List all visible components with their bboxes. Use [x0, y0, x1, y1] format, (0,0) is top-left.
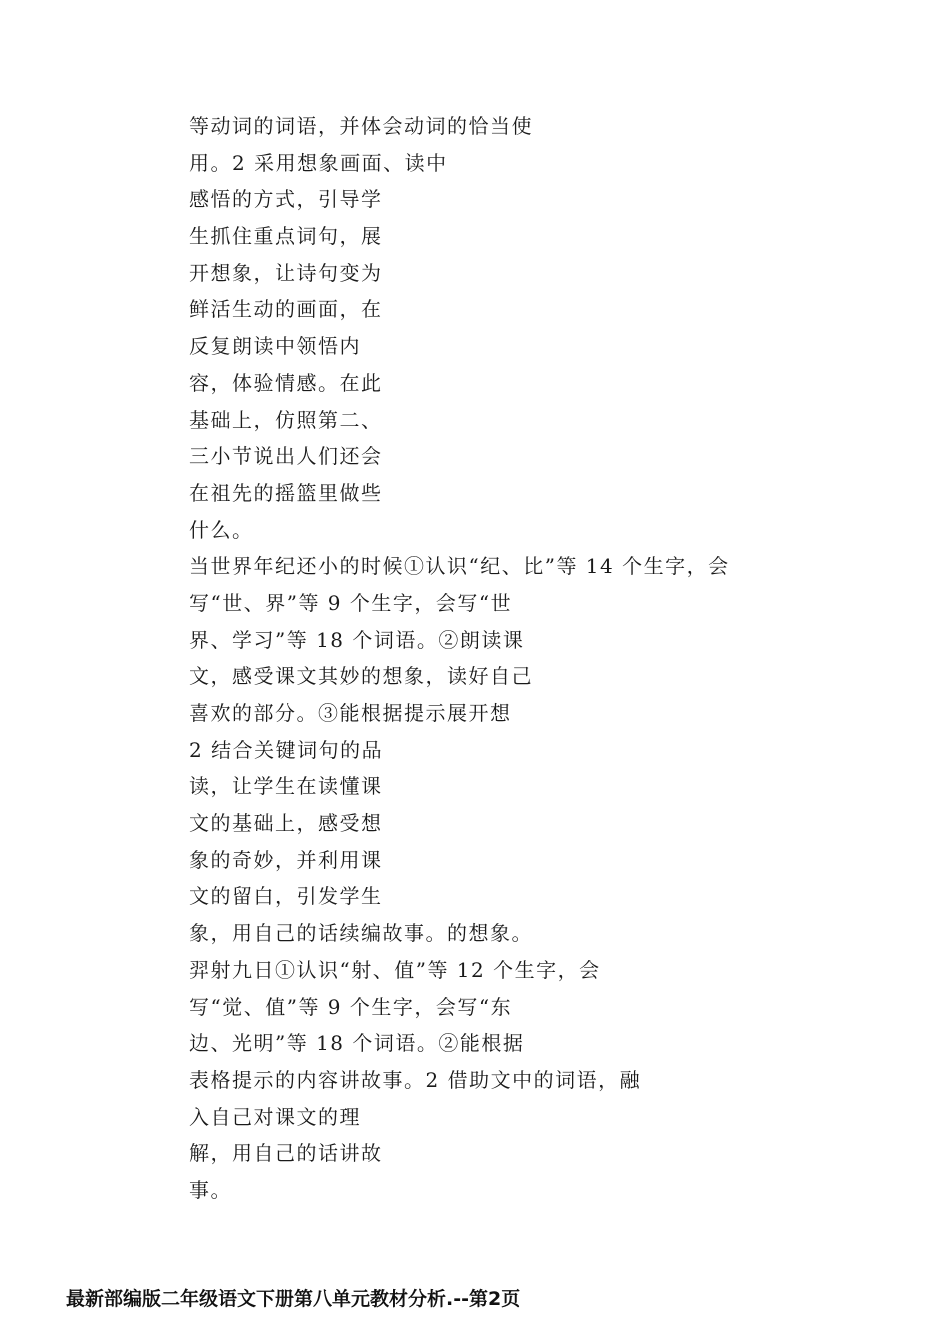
page-footer: 最新部编版二年级语文下册第八单元教材分析.--第2页 [66, 1288, 521, 1310]
text-line: 生抓住重点词句，展 [189, 224, 383, 249]
text-line: 羿射九日①认识“射、值”等 12 个生字，会 [189, 957, 601, 982]
text-line: 象的奇妙，并利用课 [189, 847, 383, 872]
text-line: 事。 [189, 1177, 232, 1202]
text-line: 感悟的方式，引导学 [189, 187, 383, 212]
text-line: 开想象，让诗句变为 [189, 260, 383, 285]
text-line: 界、学习”等 18 个词语。②朗读课 [189, 627, 525, 652]
text-line: 用。2 采用想象画面、读中 [189, 150, 448, 175]
text-line: 容，体验情感。在此 [189, 370, 383, 395]
text-line: 象，用自己的话续编故事。的想象。 [189, 921, 533, 946]
document-body [189, 108, 730, 1209]
text-line: 读，让学生在读懂课 [189, 774, 383, 799]
text-line: 当世界年纪还小的时候①认识“纪、比”等 14 个生字，会 [189, 554, 730, 579]
text-line: 写“世、界”等 9 个生字，会写“世 [189, 590, 513, 615]
text-line: 什么。 [189, 517, 254, 542]
text-line: 入自己对课文的理 [189, 1104, 361, 1129]
text-line: 表格提示的内容讲故事。2 借助文中的词语，融 [189, 1067, 642, 1092]
text-line: 文的留白，引发学生 [189, 884, 383, 909]
text-line: 反复朗读中领悟内 [189, 334, 361, 359]
text-line: 基础上，仿照第二、 [189, 407, 383, 432]
text-line: 2 结合关键词句的品 [189, 737, 384, 762]
text-line: 写“觉、值”等 9 个生字，会写“东 [189, 994, 513, 1019]
text-line: 在祖先的摇篮里做些 [189, 480, 383, 505]
text-line: 等动词的词语，并体会动词的恰当使 [189, 114, 533, 138]
text-line: 解，用自己的话讲故 [189, 1141, 383, 1166]
text-line: 边、光明”等 18 个词语。②能根据 [189, 1031, 525, 1056]
text-line: 文的基础上，感受想 [189, 811, 383, 836]
text-line: 文，感受课文其妙的想象，读好自己 [189, 664, 533, 689]
text-line: 三小节说出人们还会 [189, 444, 383, 469]
text-line: 喜欢的部分。③能根据提示展开想 [189, 701, 512, 725]
text-line: 鲜活生动的画面，在 [189, 297, 383, 322]
